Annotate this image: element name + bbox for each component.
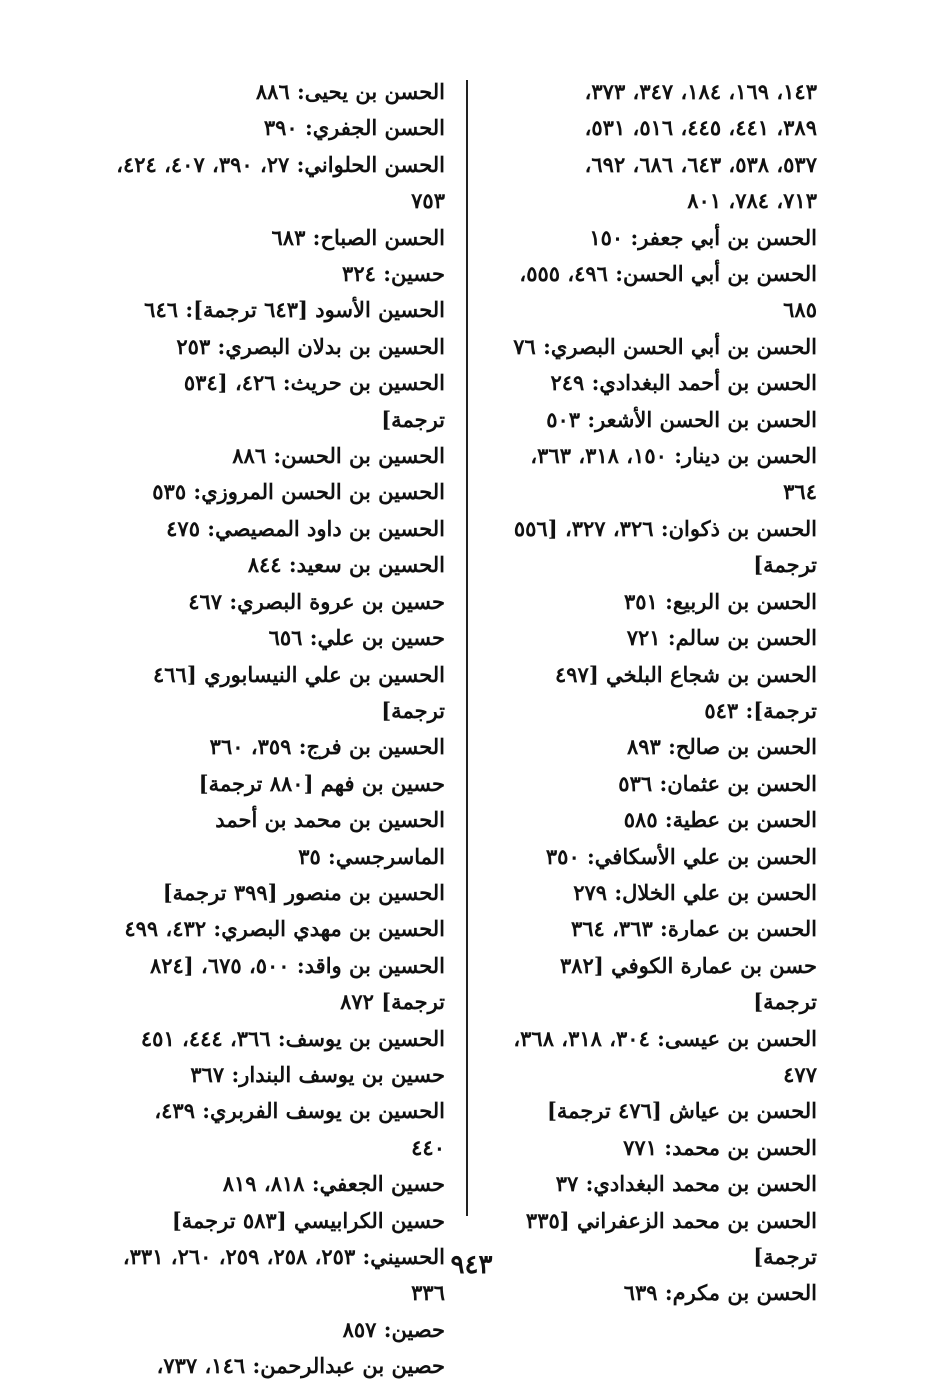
- index-entry: الحسين بن مهدي البصري: ٤٣٢، ٤٩٩: [124, 916, 445, 942]
- index-entry: الحسين بن بدلان البصري: ٢٥٣: [176, 333, 445, 359]
- index-entry: الحسن الحلواني: ٢٧، ٣٩٠، ٤٠٧، ٤٢٤، ٧٥٣: [116, 151, 445, 214]
- left-column: [115, 74, 445, 1385]
- index-entry: الحسين بن داود المصيصي: ٤٧٥: [166, 515, 445, 541]
- right-column: [491, 74, 817, 1312]
- index-entry: حسين: ٣٢٤: [342, 261, 445, 287]
- index-entry: الحسن بن صالح: ٨٩٣: [626, 734, 817, 760]
- index-entry: الحسين بن واقد: ٥٠٠، ٦٧٥، [٨٢٤ ترجمة] ٨٧٢: [149, 952, 445, 1015]
- index-entry: الحسن بن الحسن الأشعر: ٥٠٣: [546, 406, 817, 432]
- column-divider: [466, 80, 468, 1216]
- index-entry: الحسين بن الحسن المروزي: ٥٣٥: [152, 479, 445, 505]
- index-entry: الحسن بن مكرم: ٦٣٩: [623, 1280, 817, 1306]
- index-entry: الحسن بن يحيى: ٨٨٦: [255, 79, 445, 104]
- index-entry: الحسن بن محمد الزعفراني [٣٣٥ ترجمة]: [525, 1207, 817, 1269]
- index-entry: ٣٨٩، ٤٤١، ٤٤٥، ٥١٦، ٥٣١،: [584, 115, 817, 141]
- index-entry: الحسن بن أبي جعفر: ١٥٠: [589, 224, 817, 250]
- index-entry: حصين: ٨٥٧: [342, 1316, 445, 1342]
- index-entry: الحسن بن دينار: ١٥٠، ٣١٨، ٣٦٣، ٣٦٤: [530, 443, 817, 505]
- index-entry: الحسن بن شجاع البلخي [٤٩٧ ترجمة]: ٥٤٣: [554, 661, 817, 723]
- index-entry: الحسين بن علي النيسابوري [٤٦٦ ترجمة]: [153, 661, 445, 723]
- index-entry: الحسن بن عطية: ٥٨٥: [623, 807, 817, 833]
- index-entry: الحسن بن الربيع: ٣٥١: [623, 588, 817, 614]
- index-entry: الحسن بن أبي الحسن: ٤٩٦، ٥٥٥، ٦٨٥: [519, 261, 817, 323]
- index-entry: الحسن بن عثمان: ٥٣٦: [618, 770, 817, 796]
- index-entry: الحسن بن أحمد البغدادي: ٢٤٩: [550, 370, 817, 396]
- index-entry: الحسين بن حريث: ٤٢٦، [٥٣٤ ترجمة]: [183, 370, 445, 432]
- index-entry: الحسن الجفري: ٣٩٠: [263, 115, 445, 141]
- index-entry: الحسين بن فرج: ٣٥٩، ٣٦٠: [209, 734, 445, 760]
- index-entry: حسين بن علي: ٦٥٦: [268, 625, 445, 651]
- index-entry: حسين بن عروة البصري: ٤٦٧: [188, 588, 445, 614]
- index-entry: الحسن بن عيسى: ٣٠٤، ٣١٨، ٣٦٨، ٤٧٧: [513, 1025, 817, 1087]
- index-entry: الحسن بن عمارة: ٣٦٣، ٣٦٤: [570, 916, 817, 942]
- index-entry: الحسن بن سالم: ٧٢١: [626, 625, 817, 651]
- index-entry: حسن بن عمارة الكوفي [٣٨٢ ترجمة]: [560, 952, 817, 1015]
- index-entry: الحسن بن علي الخلال: ٢٧٩: [573, 879, 817, 905]
- index-entry: حسين الكرابيسي [٥٨٣ ترجمة]: [171, 1207, 445, 1233]
- index-entry: الحسين بن يوسف: ٣٦٦، ٤٤٤، ٤٥١: [140, 1025, 445, 1051]
- index-entry: الحسين بن الحسن: ٨٨٦: [232, 443, 445, 469]
- index-entry: الحسن بن ذكوان: ٣٢٦، ٣٢٧، [٥٥٦ ترجمة]: [513, 515, 817, 578]
- index-entry: ١٤٣، ١٦٩، ١٨٤، ٣٤٧، ٣٧٣،: [584, 79, 817, 104]
- page-number: ٩٤٣: [450, 1250, 493, 1280]
- index-entry: الحسين الأسود [٦٤٣ ترجمة]: ٦٤٦: [144, 297, 445, 323]
- index-entry: الحسن بن عياش [٤٧٦ ترجمة]: [546, 1098, 817, 1124]
- index-entry: الحسن الصباح: ٦٨٣: [271, 224, 445, 250]
- index-entry: الحسين بن يوسف الفربري: ٤٣٩، ٤٤٠: [154, 1098, 445, 1160]
- index-entry: حسين بن يوسف البندار: ٣٦٧: [190, 1061, 445, 1087]
- index-entry: الحسن بن محمد البغدادي: ٣٧: [555, 1171, 817, 1197]
- index-entry: الحسيني: ٢٥٣، ٢٥٨، ٢٥٩، ٢٦٠، ٣٣١، ٣٣٦: [122, 1244, 445, 1306]
- index-entry: الحسين بن سعيد: ٨٤٤: [247, 552, 445, 578]
- index-entry: ٥٣٧، ٥٣٨، ٦٤٣، ٦٨٦، ٦٩٢،: [584, 151, 817, 177]
- index-entry: حسين الجعفي: ٨١٨، ٨١٩: [222, 1171, 445, 1197]
- index-entry: حصين بن عبدالرحمن: ١٤٦، ٧٣٧،: [156, 1353, 445, 1379]
- index-entry: ٧١٣، ٧٨٤، ٨٠١: [687, 188, 817, 214]
- index-entry: الحسين بن محمد بن أحمد الماسرجسي: ٣٥: [215, 807, 445, 869]
- index-entry: الحسين بن منصور [٣٩٩ ترجمة]: [162, 879, 445, 905]
- index-entry: حسين بن فهم [٨٨٠ ترجمة]: [198, 770, 445, 796]
- index-entry: الحسن بن أبي الحسن البصري: ٧٦: [513, 333, 817, 359]
- index-entry: الحسن بن علي الأسكافي: ٣٥٠: [545, 843, 817, 869]
- index-entry: الحسن بن محمد: ٧٧١: [623, 1134, 817, 1160]
